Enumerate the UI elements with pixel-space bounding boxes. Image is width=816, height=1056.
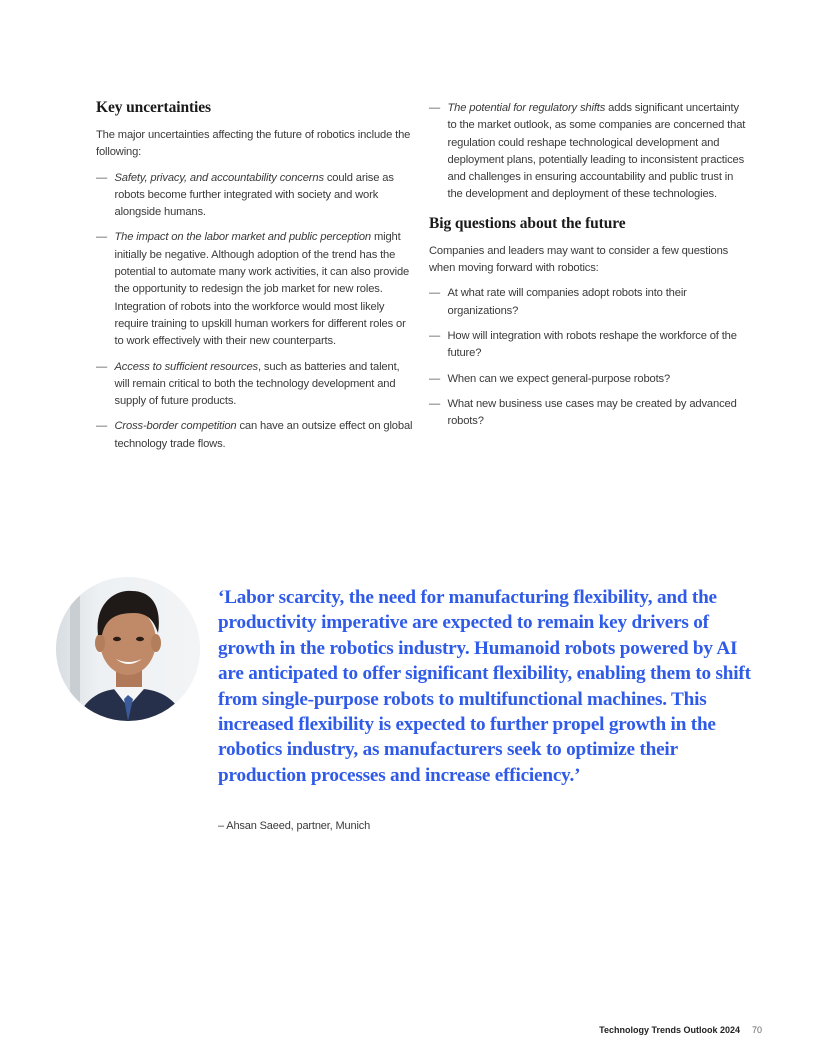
question-item — [429, 396, 747, 431]
portrait-photo — [56, 577, 200, 721]
big-questions-intro: Companies and leaders may want to consider a few questions when moving forward with robotics: — [429, 244, 729, 275]
key-uncertainties-heading: Key uncertainties — [96, 99, 211, 116]
key-uncertainties-intro: The major uncertainties affecting the future of robotics include the following: — [96, 129, 411, 159]
questions-list — [429, 285, 747, 430]
uncertainty-topic: The potential for regulatory shifts — [447, 102, 606, 114]
question-item — [429, 328, 747, 363]
dash-marker: — — [96, 360, 108, 373]
right-column — [429, 100, 747, 438]
dash-marker: — — [96, 420, 108, 433]
quote-attribution: – Ahsan Saeed, partner, Munich — [218, 820, 371, 832]
uncertainty-detail: can have an outsize effect on global technology trade flows. — [114, 420, 413, 450]
dash-marker: — — [429, 372, 441, 385]
uncertainty-item — [96, 170, 414, 222]
dash-marker: — — [96, 171, 108, 184]
question-item — [429, 371, 747, 388]
big-questions-heading: Big questions about the future — [429, 214, 626, 232]
uncertainty-item — [96, 418, 414, 453]
question-text: How will integration with robots reshape the workforce of the future? — [447, 329, 737, 360]
dash-marker: — — [429, 397, 441, 410]
dash-marker: — — [429, 287, 441, 300]
uncertainty-topic: Cross-border competition — [114, 420, 237, 433]
question-text: What new business use cases may be created by advanced robots? — [447, 397, 737, 428]
uncertainty-topic: Safety, privacy, and accountability concerns — [114, 171, 324, 184]
page-number: 70 — [751, 1025, 762, 1035]
person-portrait-icon — [56, 577, 200, 721]
question-item — [429, 285, 747, 320]
uncertainty-detail: could arise as robots become further integrated with society and work alongside humans. — [114, 171, 394, 219]
uncertainty-detail: adds significant uncertainty to the market outlook, as some companies are concerned that regulation could reshape technological development and deployment plans, potentially leading to inconsistent practices and challenges in ensuring accountability and public trust in the development and deployment of these technologies. — [447, 102, 746, 201]
publication-title: Technology Trends Outlook 2024 — [599, 1025, 740, 1035]
dash-marker: — — [429, 102, 441, 114]
uncertainties-list — [96, 170, 414, 453]
question-text: At what rate will companies adopt robots into their organizations? — [447, 287, 687, 317]
page-footer — [599, 1025, 762, 1035]
uncertainty-item — [429, 100, 747, 204]
dash-marker: — — [96, 231, 108, 244]
question-text: When can we expect general-purpose robots? — [447, 372, 671, 385]
uncertainty-item — [96, 229, 414, 350]
uncertainty-detail: might initially be negative. Although adoption of the trend has the potential to automate many work activities, it can also provide the opportunity to redesign the job market for new roles. Integration of robots into the workforce would most likely require training to upskill human workers for different roles or to work effectively with their new counterparts. — [114, 231, 410, 348]
uncertainty-topic: Access to sufficient resources — [114, 360, 258, 373]
uncertainties-list-continued — [429, 100, 747, 204]
left-column — [96, 98, 414, 461]
dash-marker: — — [429, 329, 441, 342]
uncertainty-item — [96, 359, 414, 411]
uncertainty-topic: The impact on the labor market and public perception — [114, 231, 371, 244]
uncertainty-detail: , such as batteries and talent, will remain critical to both the technology development and supply of future products. — [114, 360, 400, 408]
quote-text: ‘Labor scarcity, the need for manufacturing flexibility, and the productivity imperative are expected to remain key drivers of growth in the robotics industry. Humanoid robots powered by AI are anticipated to offer significant flexibility, enabling them to shift from single-purpose robots to multifunctional machines. This increased flexibility is expected to further propel growth in the robotics industry, as manufacturers seek to optimize their production processes and increase efficiency.’ — [218, 587, 751, 786]
